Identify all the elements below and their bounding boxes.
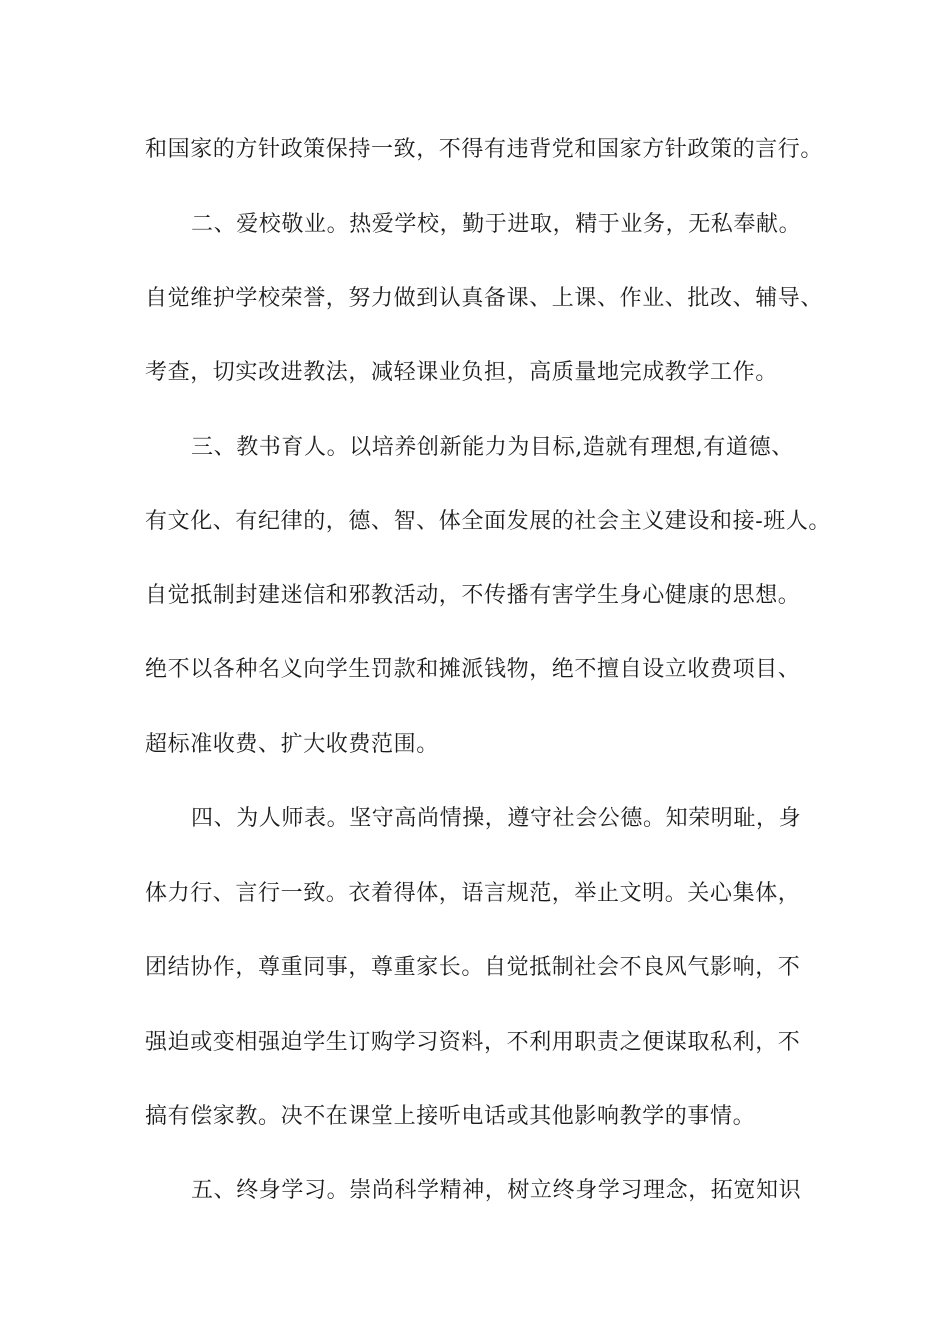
text-line: 考查，切实改进教法，减轻课业负担，高质量地完成教学工作。 bbox=[145, 360, 778, 385]
text-line: 有文化、有纪律的，德、智、体全面发展的社会主义建设和接-班人。 bbox=[145, 509, 832, 534]
text-line: 绝不以各种名义向学生罚款和摊派钱物，绝不擅自设立收费项目、 bbox=[145, 657, 801, 682]
text-line: 团结协作，尊重同事，尊重家长。自觉抵制社会不良风气影响，不 bbox=[145, 955, 801, 980]
text-line: 自觉抵制封建迷信和邪教活动，不传播有害学生身心健康的思想。 bbox=[145, 583, 801, 608]
text-line: 体力行、言行一致。衣着得体，语言规范，举止文明。关心集体， bbox=[145, 881, 801, 906]
text-line: 超标准收费、扩大收费范围。 bbox=[145, 732, 439, 757]
text-line: 强迫或变相强迫学生订购学习资料，不利用职责之便谋取私利，不 bbox=[145, 1030, 801, 1055]
text-line: 自觉维护学校荣誉，努力做到认真备课、上课、作业、批改、辅导、 bbox=[145, 286, 824, 311]
paragraph-heading-line: 五、终身学习。崇尚科学精神，树立终身学习理念，拓宽知识 bbox=[191, 1178, 802, 1203]
paragraph-heading-line: 二、爱校敬业。热爱学校，勤于进取，精于业务，无私奉献。 bbox=[191, 212, 802, 237]
text-line: 和国家的方针政策保持一致，不得有违背党和国家方针政策的言行。 bbox=[145, 137, 824, 162]
text-line: 搞有偿家教。决不在课堂上接听电话或其他影响教学的事情。 bbox=[145, 1104, 756, 1129]
paragraph-heading-line: 四、为人师表。坚守高尚情操，遵守社会公德。知荣明耻，身 bbox=[191, 806, 802, 831]
paragraph-heading-line: 三、教书育人。以培养创新能力为目标,造就有理想,有道德、 bbox=[191, 435, 794, 460]
